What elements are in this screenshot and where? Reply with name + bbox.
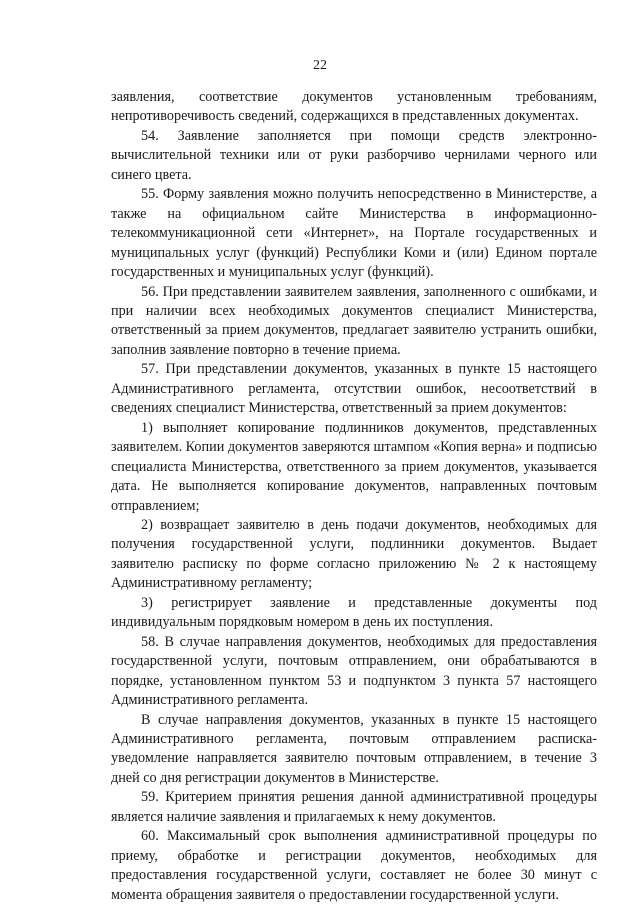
paragraph-continuation: заявления, соответствие документов установленным требованиям, непротиворечивость сведений, содержащихся в представленных документах. [111, 89, 597, 125]
document-body [111, 88, 597, 905]
paragraph-57: 57. При представлении документов, указанных в пункте 15 настоящего Административного регламента, отсутствии ошибок, несоответствий в сведениях специалист Министерства, ответственный за прием документов: [111, 361, 597, 417]
paragraph-56: 56. При представлении заявителем заявления, заполненного с ошибками, и при наличии всех необходимых документов специалист Министерства, ответственный за прием документов, предлагает заявителю устранить ошибки, заполнив заявление повторно в течение приема. [111, 283, 597, 358]
paragraph-58-cont: В случае направления документов, указанных в пункте 15 настоящего Административного регламента, почтовым отправлением расписка-уведомление направляется заявителю почтовым отправлением, в течение 3 дней со дня регистрации документов в Министерстве. [111, 711, 597, 786]
paragraph-57-item-1: 1) выполняет копирование подлинников документов, представленных заявителем. Копии документов заверяются штампом «Копия верна» и подписью специалиста Министерства, ответственного за прием документов, указывается дата. Не выполняется копирование документов, направленных почтовым отправлением; [111, 419, 597, 514]
paragraph-57-item-3: 3) регистрирует заявление и представленные документы под индивидуальным порядковым номером в день их поступления. [111, 594, 597, 631]
paragraph-57-item-2: 2) возвращает заявителю в день подачи документов, необходимых для получения государственной услуги, подлинники документов. Выдает заявителю расписку по форме согласно приложению № 2 к настоящему Административному регламенту; [111, 516, 597, 592]
paragraph-59: 59. Критерием принятия решения данной административной процедуры является наличие заявления и прилагаемых к нему документов. [111, 789, 597, 825]
paragraph-60: 60. Максимальный срок выполнения административной процедуры по приему, обработке и регистрации документов, необходимых для предоставления государственной услуги, составляет не более 30 минут с момента обращения заявителя о предоставлении государственной услуги. [111, 828, 597, 903]
page-number: 22 [313, 58, 327, 73]
paragraph-54: 54. Заявление заполняется при помощи средств электронно-вычислительной техники или от руки разборчиво чернилами черного или синего цвета. [111, 127, 597, 183]
paragraph-55: 55. Форму заявления можно получить непосредственно в Министерстве, а также на официальном сайте Министерства в информационно-телекоммуникационной сети «Интернет», на Портале государственных и муниципальных услуг (функций) Республики Коми и (или) Едином портале государственных и муниципальных услуг (функций). [111, 186, 597, 281]
paragraph-58: 58. В случае направления документов, необходимых для предоставления государственной услуги, почтовым отправлением, они обрабатываются в порядке, установленном пунктом 53 и подпунктом 3 пункта 57 настоящего Административного регламента. [111, 633, 597, 709]
